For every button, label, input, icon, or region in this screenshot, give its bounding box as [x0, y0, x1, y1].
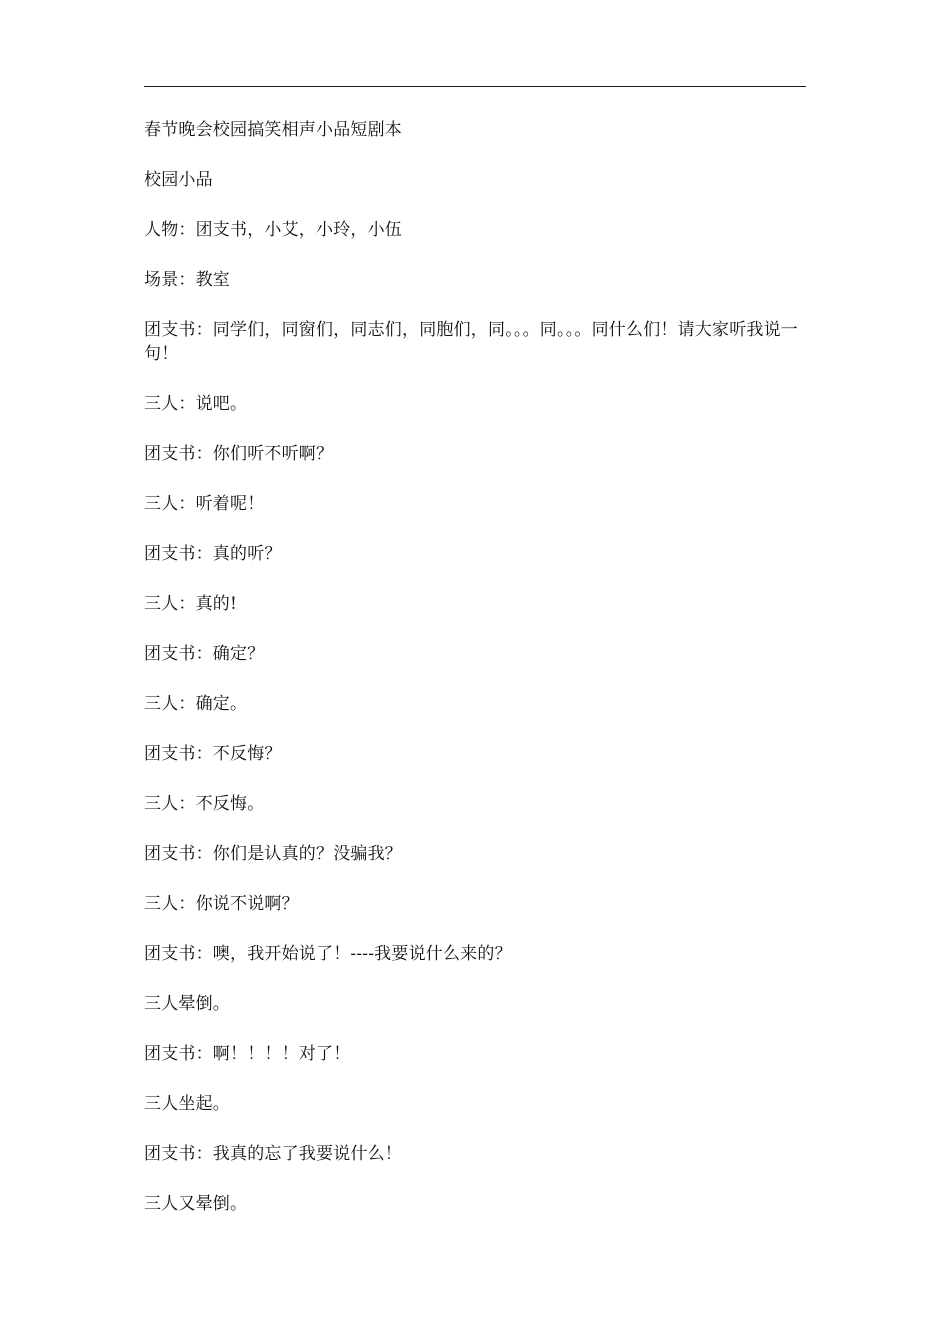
document-subtitle: 校园小品: [144, 170, 213, 190]
dialogue-line: 团支书：同学们，同窗们，同志们，同胞们，同。。。同。。。同什么们！请大家听我说一句！: [144, 320, 798, 364]
dialogue-line: 团支书：我真的忘了我要说什么！: [144, 1144, 402, 1164]
stage-direction: 三人晕倒。: [144, 994, 230, 1014]
document-body: [144, 118, 806, 1242]
dialogue-line: 团支书：啊！！！！对了！: [144, 1044, 351, 1064]
header-rule: [144, 86, 806, 87]
dialogue-line: 团支书：你们是认真的？没骗我？: [144, 844, 402, 864]
dialogue-line: 三人：不反悔。: [144, 794, 265, 814]
stage-direction: 三人又晕倒。: [144, 1194, 248, 1214]
characters-line: 人物：团支书，小艾，小玲，小伍: [144, 220, 402, 240]
dialogue-line: 三人：确定。: [144, 694, 248, 714]
dialogue-line: 团支书：确定？: [144, 644, 265, 664]
dialogue-line: 三人：说吧。: [144, 394, 248, 414]
dialogue-line: 团支书：噢，我开始说了！----我要说什么来的？: [144, 944, 512, 964]
dialogue-line: 三人：你说不说啊？: [144, 894, 299, 914]
dialogue-line: 三人：听着呢！: [144, 494, 265, 514]
scene-line: 场景：教室: [144, 270, 230, 290]
dialogue-line: 团支书：你们听不听啊？: [144, 444, 334, 464]
dialogue-line: 团支书：不反悔？: [144, 744, 282, 764]
dialogue-line: 团支书：真的听？: [144, 544, 282, 564]
dialogue-line: 三人：真的!: [144, 594, 238, 614]
stage-direction: 三人坐起。: [144, 1094, 230, 1114]
document-title: 春节晚会校园搞笑相声小品短剧本: [144, 120, 402, 140]
